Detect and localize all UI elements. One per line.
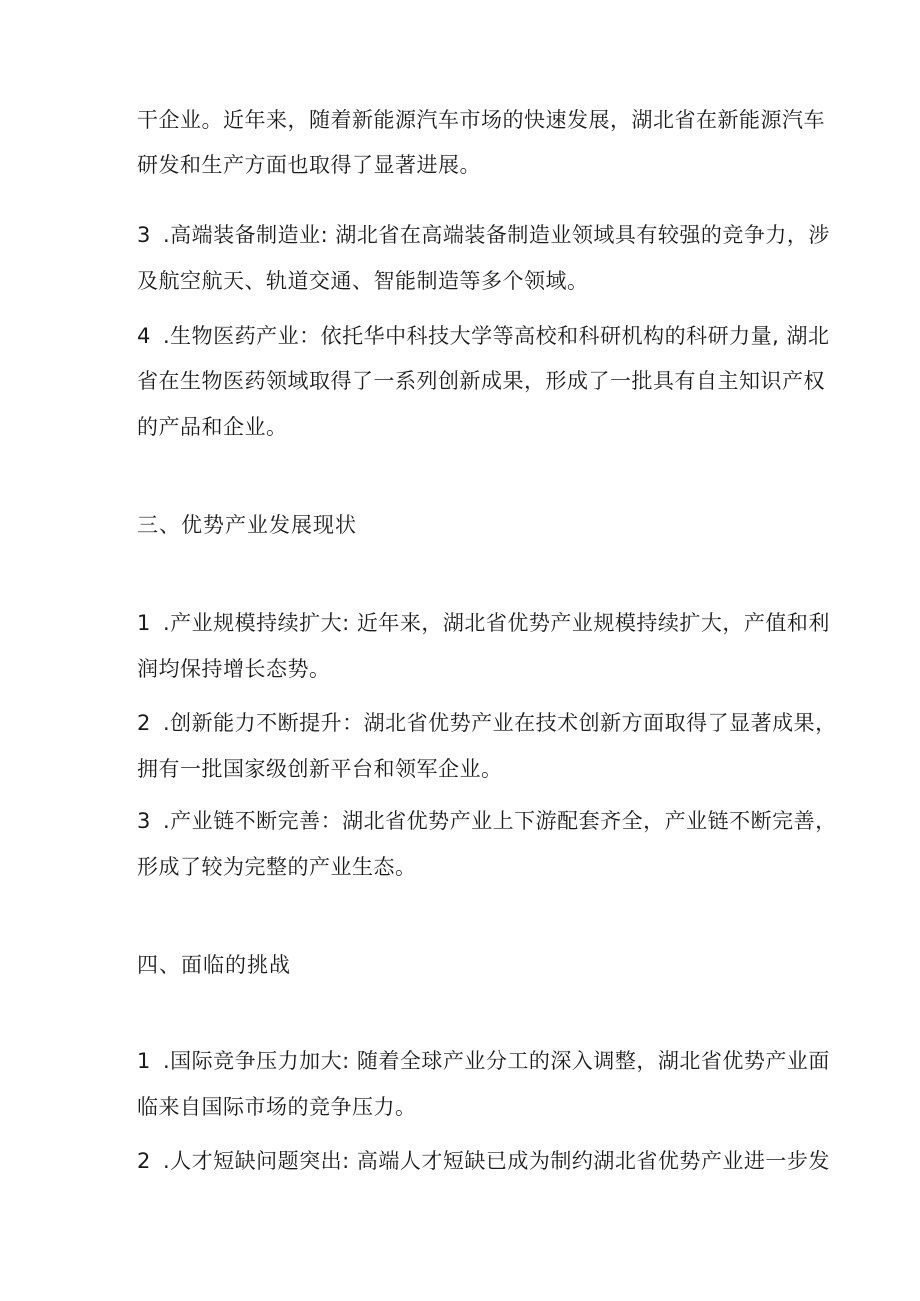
list-item-continuation: 及航空航天、轨道交通、智能制造等多个领域。 bbox=[137, 269, 589, 293]
list-item-continuation: 省在生物医药领域取得了一系列创新成果，形成了一批具有自主知识产权 bbox=[137, 369, 825, 393]
list-item-continuation: 形成了较为完整的产业生态。 bbox=[137, 855, 417, 879]
list-item-number: 3 bbox=[137, 223, 151, 247]
list-item-text: .产业链不断完善：湖北省优势产业上下游配套齐全，产业链不断完善， bbox=[163, 809, 837, 833]
list-item-text: .高端装备制造业: 湖北省在高端装备制造业领域具有较强的竞争力，涉 bbox=[163, 223, 830, 247]
list-item-continuation: 的产品和企业。 bbox=[137, 415, 288, 439]
list-item-number: 3 bbox=[137, 809, 151, 833]
intro-paragraph-line: 干企业。近年来，随着新能源汽车市场的快速发展，湖北省在新能源汽车 bbox=[137, 108, 825, 132]
list-item bbox=[137, 1048, 830, 1074]
list-item-number: 2 bbox=[137, 711, 151, 735]
list-item-continuation: 临来自国际市场的竞争压力。 bbox=[137, 1095, 417, 1119]
list-item-text: .人才短缺问题突出: 高端人才短缺已成为制约湖北省优势产业进一步发 bbox=[163, 1149, 830, 1173]
list-item-number: 2 bbox=[137, 1149, 151, 1173]
list-item bbox=[137, 323, 830, 349]
list-item bbox=[137, 808, 837, 834]
list-item-continuation: 拥有一批国家级创新平台和领军企业。 bbox=[137, 757, 503, 781]
list-item-text: .生物医药产业：依托华中科技大学等高校和科研机构的科研力量, 湖北 bbox=[163, 324, 830, 348]
list-item-number: 1 bbox=[137, 1049, 151, 1073]
list-item bbox=[137, 1148, 830, 1174]
list-item-continuation: 润均保持增长态势。 bbox=[137, 657, 331, 681]
list-item bbox=[137, 222, 830, 248]
intro-paragraph-line: 研发和生产方面也取得了显著进展。 bbox=[137, 153, 481, 177]
list-item-number: 1 bbox=[137, 611, 151, 635]
section-heading: 三、优势产业发展现状 bbox=[137, 513, 357, 537]
list-item-text: .创新能力不断提升：湖北省优势产业在技术创新方面取得了显著成果， bbox=[163, 711, 837, 735]
list-item-text: .产业规模持续扩大: 近年来，湖北省优势产业规模持续扩大，产值和利 bbox=[163, 611, 830, 635]
list-item bbox=[137, 710, 837, 736]
list-item-number: 4 bbox=[137, 324, 151, 348]
list-item bbox=[137, 610, 830, 636]
section-heading: 四、面临的挑战 bbox=[137, 953, 291, 977]
list-item-text: .国际竞争压力加大: 随着全球产业分工的深入调整，湖北省优势产业面 bbox=[163, 1049, 830, 1073]
